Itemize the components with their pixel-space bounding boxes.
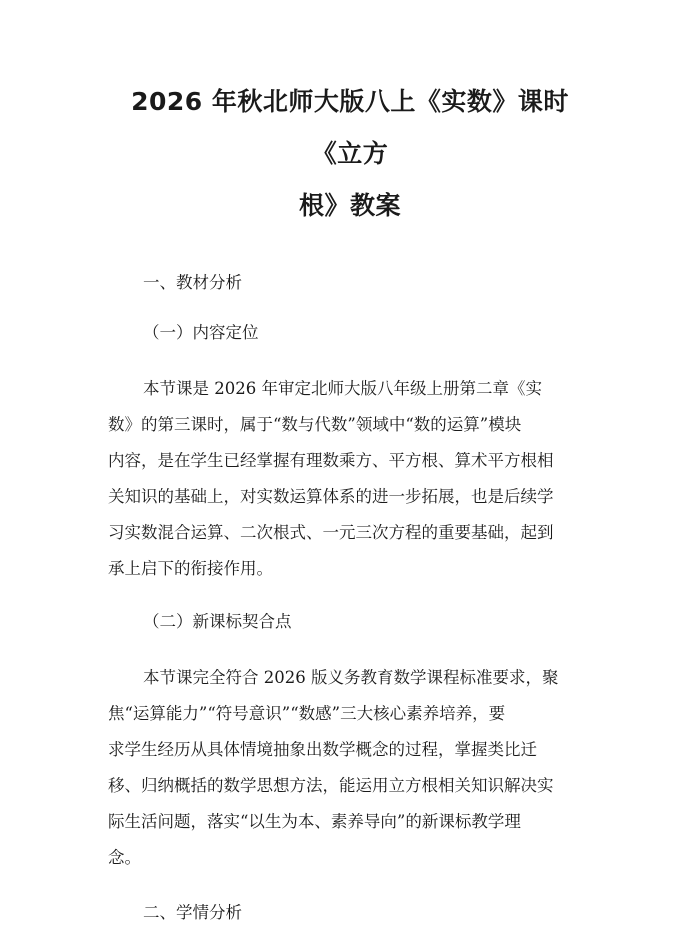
section-heading-student-analysis: 二、学情分析 bbox=[143, 903, 242, 922]
paragraph-line: 际生活问题，落实“以生为本、素养导向”的新课标教学理 bbox=[108, 812, 521, 831]
paragraph-line: 内容，是在学生已经掌握有理数乘方、平方根、算术平方根相 bbox=[108, 451, 554, 470]
title-line-1: 2026 年秋北师大版八上《实数》课时《立方 bbox=[131, 87, 569, 168]
paragraph-line: 承上启下的衔接作用。 bbox=[108, 559, 273, 578]
paragraph-line: 本节课完全符合 2026 版义务教育数学课程标准要求，聚 bbox=[143, 668, 559, 687]
section-heading-textbook-analysis: 一、教材分析 bbox=[143, 273, 242, 292]
document-title bbox=[108, 76, 592, 232]
paragraph-line: 关知识的基础上，对实数运算体系的进一步拓展，也是后续学 bbox=[108, 487, 554, 506]
title-line-2: 根》教案 bbox=[298, 191, 401, 220]
paragraph-line: 本节课是 2026 年审定北师大版八年级上册第二章《实 bbox=[143, 379, 542, 398]
paragraph-line: 焦“运算能力”“符号意识”“数感”三大核心素养培养，要 bbox=[108, 704, 506, 723]
paragraph-curriculum-standard bbox=[108, 660, 592, 876]
paragraph-line: 移、归纳概括的数学思想方法，能运用立方根相关知识解决实 bbox=[108, 776, 554, 795]
paragraph-line: 数》的第三课时，属于“数与代数”领域中“数的运算”模块 bbox=[108, 415, 522, 434]
paragraph-line: 习实数混合运算、二次根式、一元三次方程的重要基础，起到 bbox=[108, 523, 554, 542]
subsection-heading-curriculum-standard: （二）新课标契合点 bbox=[143, 612, 292, 631]
paragraph-content-position bbox=[108, 371, 592, 587]
subsection-heading-content-position: （一）内容定位 bbox=[143, 323, 259, 342]
paragraph-line: 求学生经历从具体情境抽象出数学概念的过程，掌握类比迁 bbox=[108, 740, 537, 759]
paragraph-line: 念。 bbox=[108, 848, 141, 867]
